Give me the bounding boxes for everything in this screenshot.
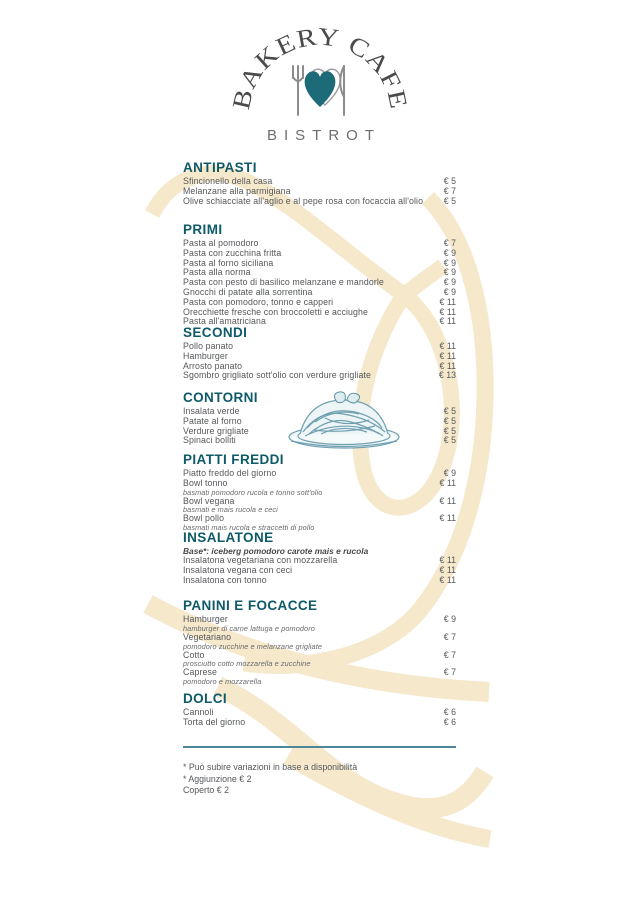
menu-item-name: Pasta al pomodoro (183, 238, 259, 248)
menu-item-name: Arrosto panato (183, 360, 243, 371)
menu-item-name: Bowl tonno (183, 477, 228, 488)
menu-item-description: pomodoro zucchine e melanzane grigliate (183, 641, 322, 651)
menu-item-price: € 9 (443, 277, 456, 288)
menu-item-name: Insalatona con tonno (183, 574, 267, 585)
menu-item-price: € 6 (443, 716, 456, 727)
menu-item-price: € 5 (443, 406, 456, 416)
menu-item-row (183, 718, 456, 728)
footer-note-addition: * Aggiunzione € 2 (183, 773, 252, 784)
menu-item-name: Olive schiacciate all'aglio e al pepe rosa con focaccia all'olio (183, 195, 424, 206)
logo-arc-text: BAKERY CAFE (227, 23, 412, 112)
menu-item-price: € 5 (443, 415, 456, 426)
menu-item-name: Melanzane alla parmigiana (183, 185, 291, 196)
menu-item-price: € 11 (439, 495, 456, 506)
menu-item-name: Pasta all'amatriciana (183, 316, 266, 327)
footer-note-cover-charge: Coperto € 2 (183, 785, 229, 795)
menu-section-insalatone (183, 531, 456, 586)
menu-item-name: Bowl pollo (183, 513, 225, 524)
menu-item-price: € 11 (439, 296, 456, 307)
menu-item-name: Hamburger (183, 350, 228, 361)
menu-item-name: Orecchiette fresche con broccoletti e acciughe (183, 306, 369, 317)
menu-item-name: Insalatona vegana con ceci (183, 565, 293, 576)
menu-item-name: Pasta con zucchina fritta (183, 247, 282, 258)
menu-item-price: € 5 (443, 435, 456, 446)
section-title-primi: PRIMI (183, 222, 223, 237)
menu-item-name: Sgombro grigliato sott'olio con verdure grigliate (183, 370, 371, 381)
menu-item-name: Pasta alla norma (183, 267, 251, 278)
menu-item-price: € 7 (443, 631, 456, 642)
menu-section-piatti-freddi (183, 453, 456, 532)
menu-item-name: Piatto freddo del giorno (183, 468, 277, 478)
menu-item-name: Cotto (183, 649, 205, 660)
menu-item-price: € 7 (443, 667, 456, 678)
menu-item-price: € 5 (443, 176, 456, 186)
menu-item-name: Cannoli (183, 707, 214, 717)
menu-item-description: prosciutto cotto mozzarella e zucchine (183, 659, 311, 669)
section-title-panini-e-focacce: PANINI E FOCACCE (183, 598, 318, 613)
menu-item-price: € 9 (443, 257, 456, 268)
menu-section-panini-e-focacce (183, 599, 456, 686)
menu-section-antipasti (183, 161, 456, 206)
menu-item-description: pomodoro e mozzarella (183, 677, 262, 687)
menu-item-name: Pasta con pesto di basilico melanzane e mandorle (183, 277, 384, 288)
menu-item-name: Insalata verde (183, 406, 240, 416)
menu-item-price: € 11 (439, 574, 456, 585)
menu-item-name: Pasta con pomodoro, tonno e capperi (183, 296, 334, 307)
menu-item-price: € 7 (443, 238, 456, 248)
pasta-plate-illustration (285, 388, 403, 452)
section-title-insalatone: INSALATONE (183, 530, 274, 545)
menu-item-price: € 11 (439, 513, 456, 524)
footer-note-availability: * Può subire variazioni in base a disponibilità (183, 762, 358, 772)
menu-item-name: Verdure grigliate (183, 425, 249, 436)
menu-item-name: Sfincionello della casa (183, 176, 273, 186)
menu-section-primi (183, 223, 456, 327)
menu-item-price: € 5 (443, 425, 456, 436)
menu-item-price: € 11 (439, 360, 456, 371)
menu-item-name: Torta del giorno (183, 716, 246, 727)
menu-item-name: Caprese (183, 667, 217, 678)
menu-item-price: € 11 (439, 306, 456, 317)
menu-item-price: € 9 (443, 614, 456, 624)
menu-item-price: € 9 (443, 468, 456, 478)
menu-item-price: € 6 (443, 707, 456, 717)
menu-item-price: € 11 (439, 565, 456, 576)
menu-item-price: € 5 (443, 195, 456, 206)
menu-item-row (183, 371, 456, 381)
menu-item-price: € 11 (439, 477, 456, 488)
menu-item-row (183, 576, 456, 586)
menu-item-price: € 7 (443, 185, 456, 196)
menu-item-price: € 7 (443, 649, 456, 660)
menu-item-description: basmati e mais rucola e ceci (183, 505, 278, 515)
section-title-dolci: DOLCI (183, 691, 227, 706)
section-title-piatti-freddi: PIATTI FREDDI (183, 452, 284, 467)
logo-subtitle: BISTROT (266, 127, 382, 144)
section-title-contorni: CONTORNI (183, 390, 258, 405)
menu-item-price: € 11 (439, 316, 456, 327)
menu-item-name: Pasta al forno siciliana (183, 257, 274, 268)
menu-item-name: Hamburger (183, 614, 228, 624)
menu-item-name: Spinaci bolliti (183, 435, 236, 446)
section-title-secondi: SECONDI (183, 325, 248, 340)
menu-item-name: Gnocchi di patate alla sorrentina (183, 286, 313, 297)
menu-item-description: basmati pomodoro rucola e tonno sott'olio (183, 487, 323, 497)
menu-section-dolci (183, 692, 456, 728)
menu-item-description: basmati mais rucola e straccetti di pollo (183, 523, 315, 533)
menu-item-price: € 11 (439, 350, 456, 361)
menu-item-price: € 13 (438, 370, 456, 381)
footer-notes (183, 762, 456, 797)
menu-item-name: Patate al forno (183, 415, 242, 426)
menu-item-price: € 9 (443, 267, 456, 278)
menu-item-name: Bowl vegana (183, 495, 235, 506)
menu-item-price: € 9 (443, 247, 456, 258)
menu-section-secondi (183, 326, 456, 381)
menu-item-price: € 11 (439, 555, 456, 566)
menu-item-name: Vegetariano (183, 631, 232, 642)
menu-item-price: € 9 (443, 286, 456, 297)
section-title-antipasti: ANTIPASTI (183, 160, 257, 175)
menu-item-name: Pollo panato (183, 341, 234, 351)
menu-item-row (183, 197, 456, 207)
section-note-insalatone: Base*: iceberg pomodoro carote mais e rucola (183, 546, 369, 556)
menu-item-price: € 11 (439, 341, 456, 351)
menu-item-name: Insalatona vegetariana con mozzarella (183, 555, 338, 566)
menu-item-description: hamburger di carne lattuga e pomodoro (183, 623, 315, 633)
footer-divider (183, 746, 456, 748)
